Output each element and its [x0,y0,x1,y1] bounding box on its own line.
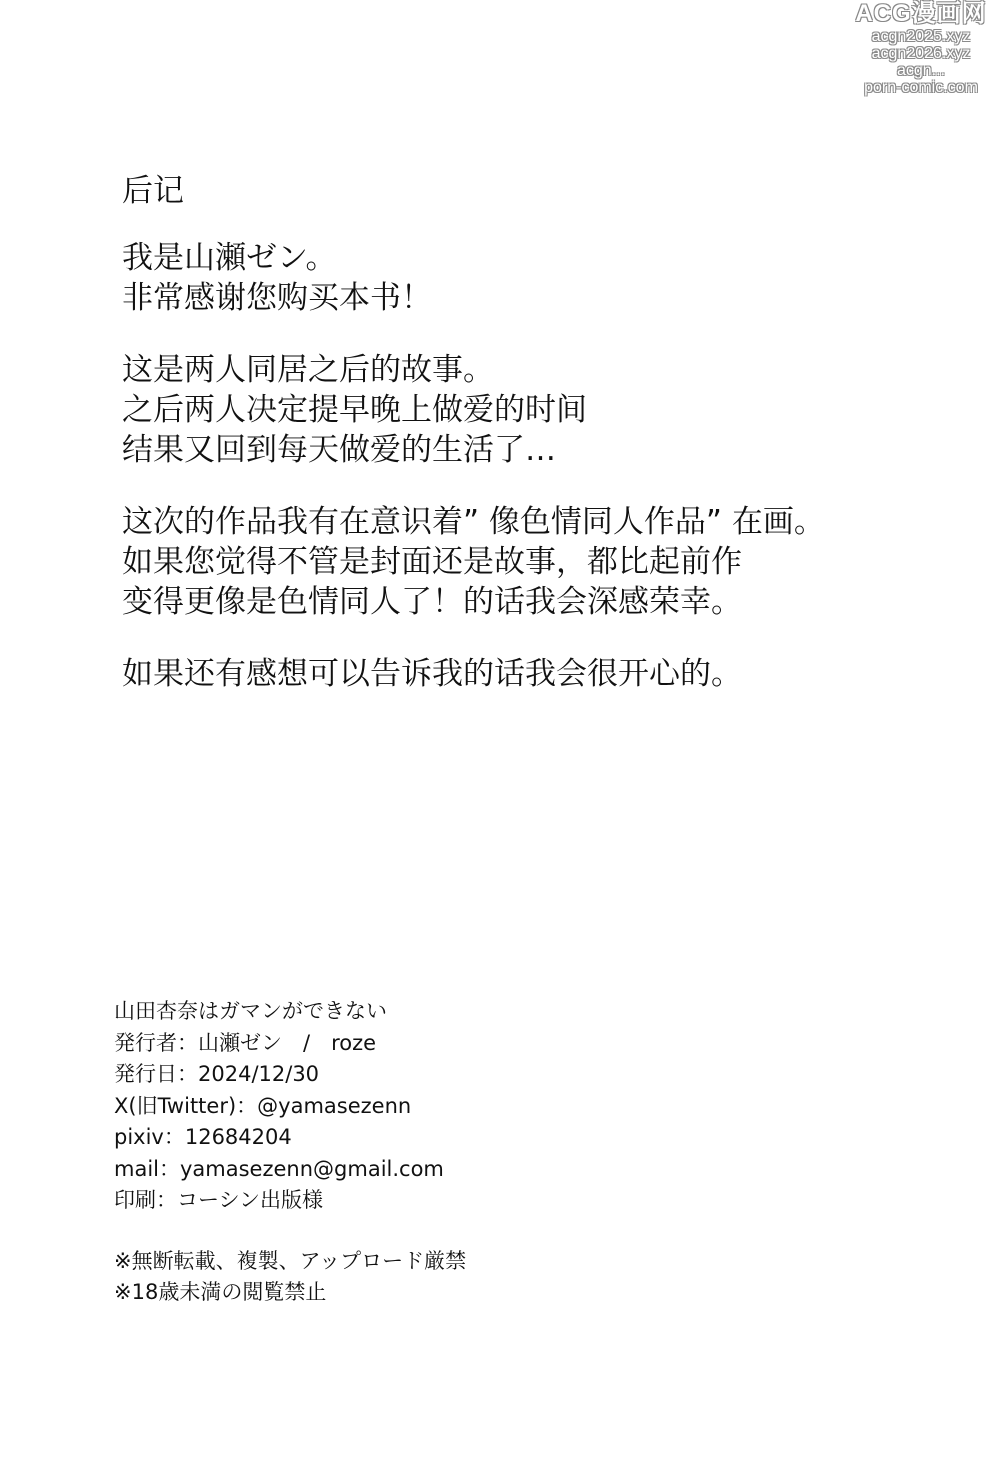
afterword-line: 非常感谢您购买本书！ [122,280,432,316]
colophon-twitter: X(旧Twitter)：@yamasezenn [114,1093,412,1118]
afterword-title: 后记 [122,173,184,209]
afterword-line: 结果又回到每天做爱的生活了… [122,432,556,468]
colophon-book-title: 山田杏奈はガマンができない [114,999,387,1023]
notice-age-restriction: ※18歳未満の閲覧禁止 [114,1280,327,1304]
afterword-section [122,168,942,726]
afterword-line: 如果还有感想可以告诉我的话我会很开心的。 [122,656,742,692]
afterword-line: 我是山瀬ゼン。 [122,240,337,276]
afterword-paragraph-4 [122,654,942,694]
watermark-url-2: acgn2026.xyz [871,45,971,62]
afterword-paragraph-1 [122,238,942,318]
colophon [114,996,874,1217]
afterword-paragraph-2 [122,350,942,470]
site-watermark [846,2,996,96]
notice-no-reprint: ※無断転載、複製、アップロード厳禁 [114,1249,467,1273]
afterword-line: 之后两人决定提早晚上做爱的时间 [122,392,587,428]
colophon-printer: 印刷：コーシン出版様 [114,1188,324,1212]
watermark-url-1: acgn2025.xyz [871,28,971,45]
afterword-line: 如果您觉得不管是封面还是故事，都比起前作 [122,544,742,580]
afterword-line: 这是两人同居之后的故事。 [122,352,494,388]
watermark-logo: ACG漫画网 [855,0,987,27]
afterword-line: 变得更像是色情同人了！的话我会深感荣幸。 [122,584,742,620]
colophon-date: 発行日：2024/12/30 [114,1062,320,1086]
afterword-line: 这次的作品我有在意识着” 像色情同人作品” 在画。 [122,504,825,540]
colophon-pixiv: pixiv：12684204 [114,1125,292,1149]
notices [114,1246,874,1308]
afterword-paragraph-3 [122,502,942,622]
watermark-url-4: porn-comic.com [864,79,978,96]
watermark-url-3: acgn... [896,62,946,79]
colophon-mail: mail：yamasezenn@gmail.com [114,1156,444,1181]
colophon-publisher: 発行者：山瀬ゼン / roze [114,1030,377,1055]
